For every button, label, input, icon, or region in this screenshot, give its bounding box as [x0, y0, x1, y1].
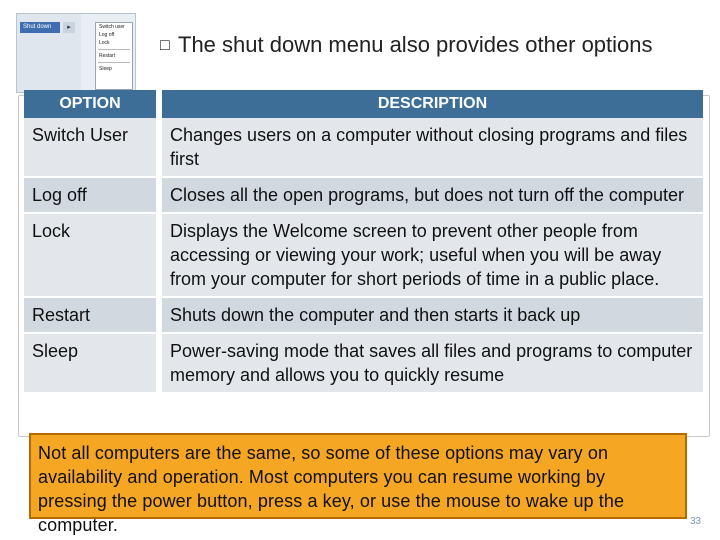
header-option: OPTION: [24, 90, 159, 118]
bullet-point: [160, 31, 700, 60]
thumbnail-menu-item: Restart: [99, 53, 116, 59]
thumbnail-menu-separator: [98, 62, 130, 63]
option-cell: Sleep: [24, 333, 159, 393]
shutdown-menu-thumbnail: [16, 13, 136, 93]
description-cell: Closes all the open programs, but does not turn off the computer: [159, 177, 703, 213]
thumbnail-arrow-icon: ▸: [63, 22, 75, 33]
table-row: [24, 213, 703, 297]
description-cell: Changes users on a computer without closing programs and files first: [159, 118, 703, 177]
option-cell: Lock: [24, 213, 159, 297]
thumbnail-menu-separator: [98, 49, 130, 50]
option-cell: Restart: [24, 297, 159, 333]
table-row: [24, 118, 703, 177]
option-cell: Log off: [24, 177, 159, 213]
thumbnail-menu-item: Switch user: [99, 24, 125, 30]
table-row: [24, 333, 703, 393]
header-description: DESCRIPTION: [159, 90, 703, 118]
thumbnail-menu: [95, 22, 133, 90]
thumbnail-shutdown-button: Shut down: [20, 22, 60, 33]
table-row: [24, 177, 703, 213]
table-header-row: [24, 90, 703, 118]
note-callout: Not all computers are the same, so some of these options may vary on availability and operation. Most computers you can resume working by pressing the power button, press a key, or use the mouse to wake up the computer.: [29, 433, 687, 519]
bullet-box-icon: □: [160, 37, 170, 54]
bullet-text: The shut down menu also provides other options: [178, 32, 653, 57]
table-row: [24, 297, 703, 333]
thumbnail-menu-item: Lock: [99, 40, 110, 46]
description-cell: Shuts down the computer and then starts it back up: [159, 297, 703, 333]
description-cell: Displays the Welcome screen to prevent other people from accessing or viewing your work; useful when you will be away from your computer for short periods of time in a public place.: [159, 213, 703, 297]
options-table: [24, 90, 703, 394]
page-number: 33: [690, 516, 702, 527]
thumbnail-menu-item: Sleep: [99, 66, 112, 72]
option-cell: Switch User: [24, 118, 159, 177]
description-cell: Power-saving mode that saves all files and programs to computer memory and allows you to quickly resume: [159, 333, 703, 393]
thumbnail-menu-item: Log off: [99, 32, 115, 38]
